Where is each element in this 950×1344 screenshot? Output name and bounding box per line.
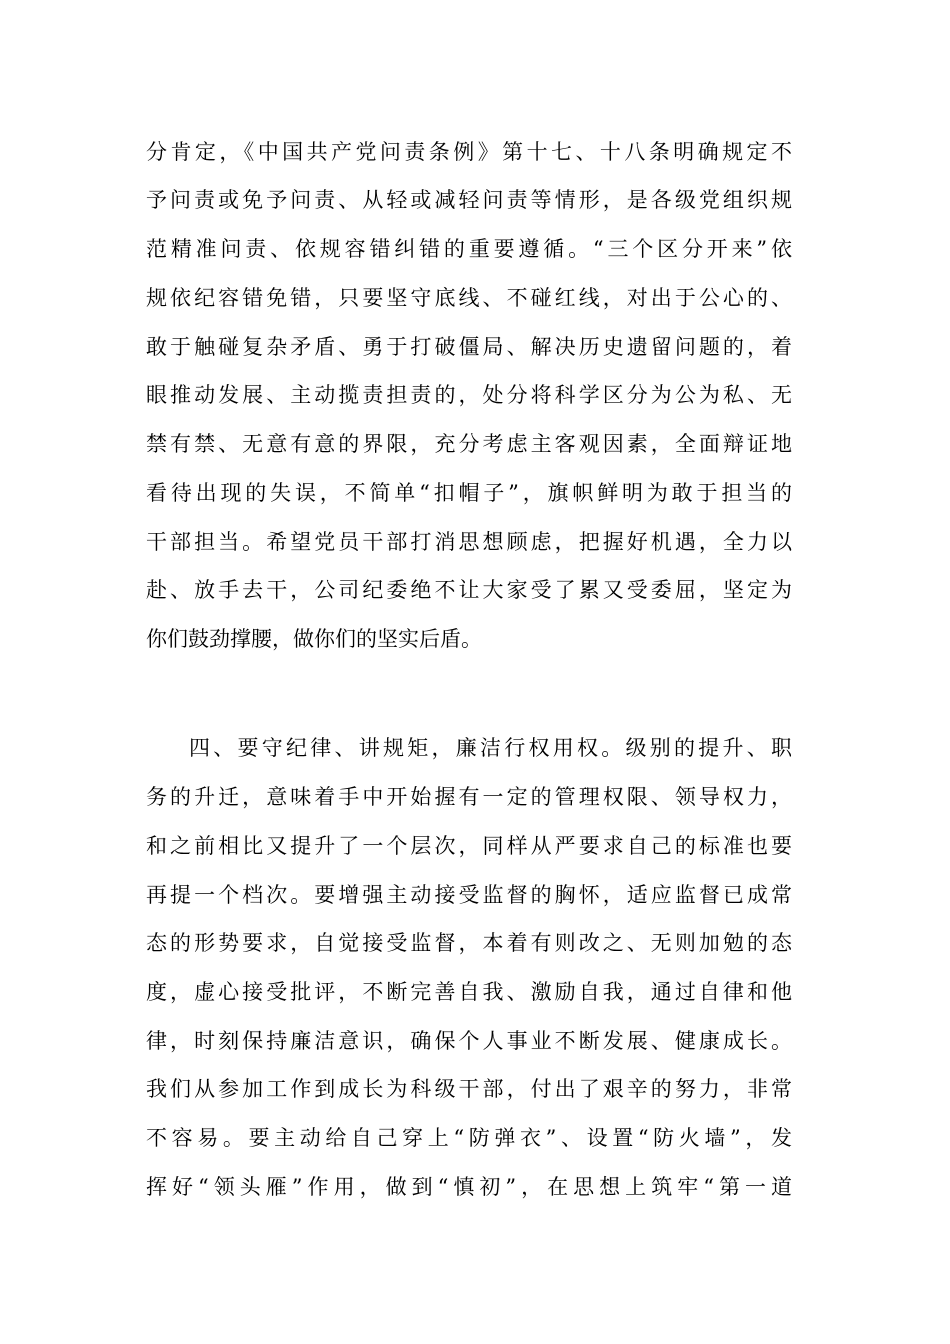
text-line: 我们从参加工作到成长为科级干部，付出了艰辛的努力，非常 bbox=[146, 1077, 792, 1101]
text-line: 挥好“领头雁”作用，做到“慎初”，在思想上筑牢“第一道 bbox=[146, 1175, 792, 1199]
text-line: 敢于触碰复杂矛盾、勇于打破僵局、解决历史遗留问题的，着 bbox=[146, 335, 792, 359]
text-line: 律，时刻保持廉洁意识，确保个人事业不断发展、健康成长。 bbox=[146, 1029, 792, 1053]
text-line: 干部担当。希望党员干部打消思想顾虑，把握好机遇，全力以 bbox=[146, 530, 792, 554]
text-line: 分肯定，《中国共产党问责条例》第十七、十八条明确规定不 bbox=[146, 140, 792, 164]
text-line: 和之前相比又提升了一个层次，同样从严要求自己的标准也要 bbox=[146, 834, 792, 858]
text-line: 规依纪容错免错，只要坚守底线、不碰红线，对出于公心的、 bbox=[146, 286, 792, 310]
text-line: 看待出现的失误，不简单“扣帽子”，旗帜鲜明为敢于担当的 bbox=[146, 481, 792, 505]
text-line: 眼推动发展、主动揽责担责的，处分将科学区分为公为私、无 bbox=[146, 383, 792, 407]
text-line: 禁有禁、无意有意的界限，充分考虑主客观因素，全面辩证地 bbox=[146, 432, 792, 456]
text-line: 予问责或免予问责、从轻或减轻问责等情形，是各级党组织规 bbox=[146, 188, 792, 212]
text-line: 你们鼓劲撑腰，做你们的坚实后盾。 bbox=[146, 627, 482, 651]
text-line: 范精准问责、依规容错纠错的重要遵循。“三个区分开来”依 bbox=[146, 237, 792, 261]
text-line: 赴、放手去干，公司纪委绝不让大家受了累又受委屈，坚定为 bbox=[146, 578, 792, 602]
text-line: 度，虚心接受批评，不断完善自我、激励自我，通过自律和他 bbox=[146, 980, 792, 1004]
text-line: 四、要守纪律、讲规矩，廉洁行权用权。级别的提升、职 bbox=[189, 736, 792, 760]
text-line: 态的形势要求，自觉接受监督，本着有则改之、无则加勉的态 bbox=[146, 931, 792, 955]
text-line: 再提一个档次。要增强主动接受监督的胸怀，适应监督已成常 bbox=[146, 883, 792, 907]
text-line: 不容易。要主动给自己穿上“防弹衣”、设置“防火墙”，发 bbox=[146, 1126, 792, 1150]
text-line: 务的升迁，意味着手中开始握有一定的管理权限、领导权力， bbox=[146, 785, 792, 809]
